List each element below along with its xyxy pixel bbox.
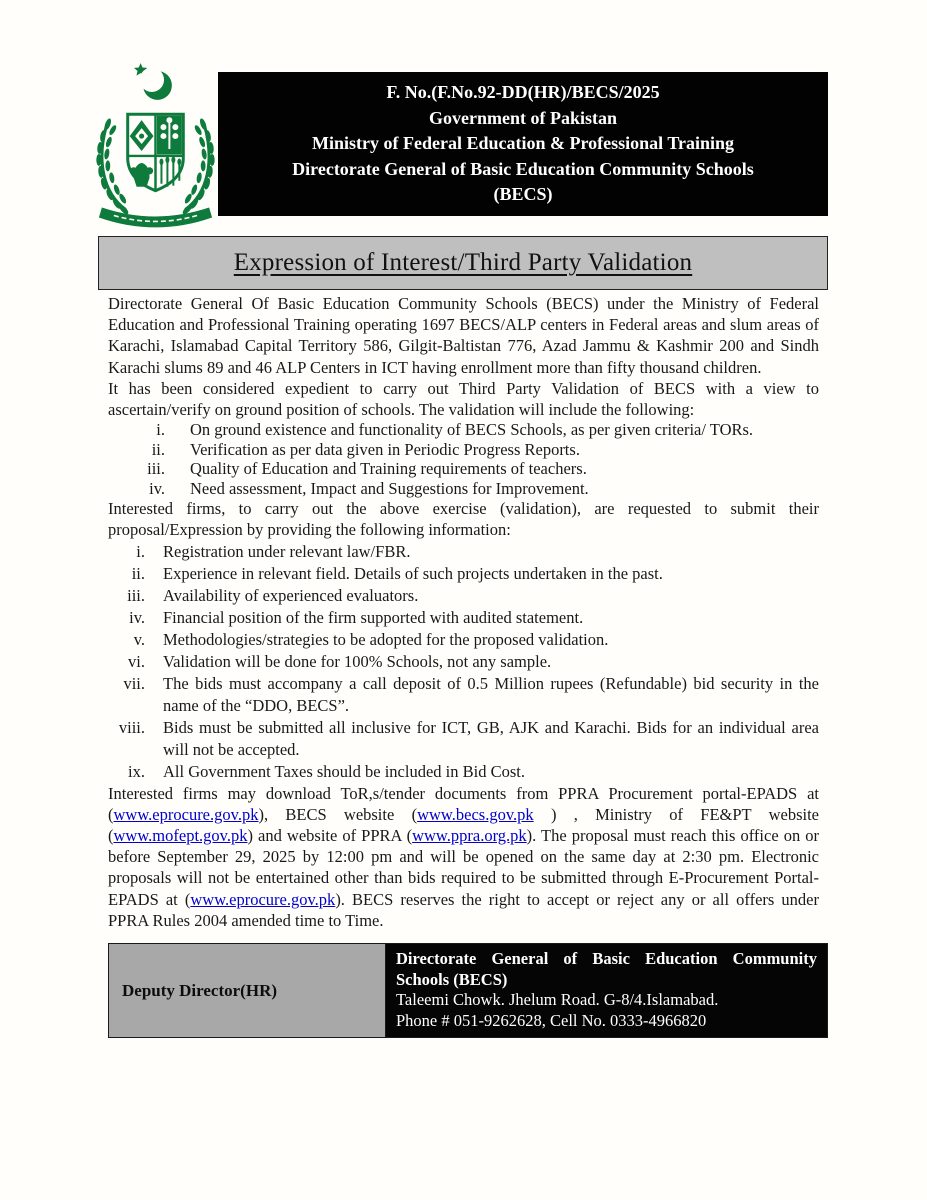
list-item — [108, 541, 819, 563]
list-item — [108, 459, 819, 479]
signatory-cell — [109, 944, 386, 1037]
letterhead-line: Ministry of Federal Education & Professional Training — [312, 133, 734, 154]
office-phone: Phone # 051-9262628, Cell No. 0333-4966820 — [396, 1010, 707, 1030]
link-eprocure-2[interactable]: www.eprocure.gov.pk — [190, 889, 336, 909]
list-item — [108, 651, 819, 673]
file-number: F. No.(F.No.92-DD(HR)/BECS/2025 — [386, 82, 660, 103]
list-text: Methodologies/strategies to be adopted for the proposed validation. — [163, 629, 609, 649]
text-segment: ). The proposal must reach this office on or before September 29, 2025 by 12:00 pm and will be opened on the same day at 2:30 pm. Electronic proposals will not be entertained other than bids required to be submitted through E-Procurement Portal-EPADS at ( — [108, 826, 820, 909]
validation-scope-list — [108, 420, 819, 498]
link-mofept[interactable]: www.mofept.gov.pk — [113, 826, 248, 846]
list-text: Availability of experienced evaluators. — [163, 585, 419, 605]
list-number: iv. — [149, 478, 165, 498]
list-number: vi. — [128, 651, 145, 671]
office-name: Directorate General of Basic Education Community Schools (BECS) — [396, 949, 817, 989]
address-cell — [386, 944, 827, 1037]
paragraph-download-info — [108, 783, 819, 931]
text-segment: ), BECS website ( — [258, 804, 418, 824]
list-text: On ground existence and functionality of BECS Schools, as per given criteria/ TORs. — [190, 420, 754, 440]
list-number: ii. — [131, 563, 145, 583]
list-text: Need assessment, Impact and Suggestions for Improvement. — [190, 478, 589, 498]
list-item — [108, 479, 819, 499]
list-item — [108, 420, 819, 440]
link-eprocure[interactable]: www.eprocure.gov.pk — [113, 804, 259, 824]
list-text: Verification as per data given in Periodic Progress Reports. — [190, 439, 580, 459]
submission-requirements-list — [108, 541, 819, 783]
title-bar — [98, 236, 828, 290]
list-item — [108, 563, 819, 585]
list-number: vii. — [123, 673, 145, 693]
list-number: iv. — [129, 607, 145, 627]
list-number: viii. — [118, 717, 145, 737]
list-number: ii. — [151, 439, 165, 459]
list-item — [108, 673, 819, 717]
letterhead-line: Directorate General of Basic Education Community Schools — [292, 158, 754, 179]
letterhead-line: (BECS) — [493, 184, 553, 205]
document-body — [108, 293, 819, 1038]
list-number: iii. — [147, 459, 165, 479]
pakistan-emblem-icon — [86, 60, 225, 232]
letterhead-line: Government of Pakistan — [429, 107, 617, 128]
list-text: Validation will be done for 100% Schools, not any sample. — [163, 651, 552, 671]
text-segment: ) and website of PPRA ( — [247, 826, 413, 846]
paragraph-requirements: Interested firms, to carry out the above exercise (validation), are requested to submit their proposal/Expression by providing the following information: — [108, 499, 819, 540]
office-address: Taleemi Chowk. Jhelum Road. G-8/4.Islamabad. — [396, 990, 719, 1010]
list-text: Financial position of the firm supported with audited statement. — [163, 607, 584, 627]
list-item — [108, 440, 819, 460]
list-text: Experience in relevant field. Details of such projects undertaken in the past. — [163, 563, 663, 583]
list-item — [108, 761, 819, 783]
list-text: Quality of Education and Training requirements of teachers. — [190, 459, 587, 479]
list-item — [108, 629, 819, 651]
text-segment: ) , Ministry of FE&PT website ( — [108, 804, 819, 846]
list-text: All Government Taxes should be included in Bid Cost. — [163, 761, 525, 781]
link-becs[interactable]: www.becs.gov.pk — [417, 804, 534, 824]
list-text: The bids must accompany a call deposit of 0.5 Million rupees (Refundable) bid security in the name of the “DDO, BECS”. — [163, 673, 819, 715]
list-number: i. — [156, 420, 165, 440]
paragraph-purpose: It has been considered expedient to carry out Third Party Validation of BECS with a view to ascertain/verify on ground position of schools. The validation will include the following: — [108, 378, 819, 420]
list-item — [108, 717, 819, 761]
text-segment: ). BECS reserves the right to accept or reject any or all offers under PPRA Rules 2004 amended time to Time. — [108, 889, 819, 930]
paragraph-intro: Directorate General Of Basic Education Community Schools (BECS) under the Ministry of Federal Education and Professional Training operating 1697 BECS/ALP centers in Federal areas and slum areas of Karachi, Islamabad Capital Territory 586, Gilgit-Baltistan 776, Azad Jammu & Kashmir 200 and Sindh Karachi slums 89 and 46 ALP Centers in ICT having enrollment more than fifty thousand children. — [108, 294, 819, 377]
list-item — [108, 585, 819, 607]
signatory-title: Deputy Director(HR) — [122, 980, 278, 1000]
text-segment: Interested firms may download ToR,s/tender documents from PPRA Procurement portal-EPADS at ( — [108, 783, 819, 824]
document-title: Expression of Interest/Third Party Validation — [233, 249, 693, 276]
link-ppra[interactable]: www.ppra.org.pk — [412, 826, 527, 846]
list-number: i. — [136, 541, 145, 561]
list-item — [108, 607, 819, 629]
signature-table — [108, 943, 828, 1038]
list-number: ix. — [128, 761, 145, 781]
list-number: v. — [133, 629, 145, 649]
list-text: Registration under relevant law/FBR. — [163, 541, 411, 561]
list-text: Bids must be submitted all inclusive for ICT, GB, AJK and Karachi. Bids for an individual area will not be accepted. — [163, 717, 819, 759]
letterhead-box — [218, 72, 828, 216]
list-number: iii. — [127, 585, 145, 605]
